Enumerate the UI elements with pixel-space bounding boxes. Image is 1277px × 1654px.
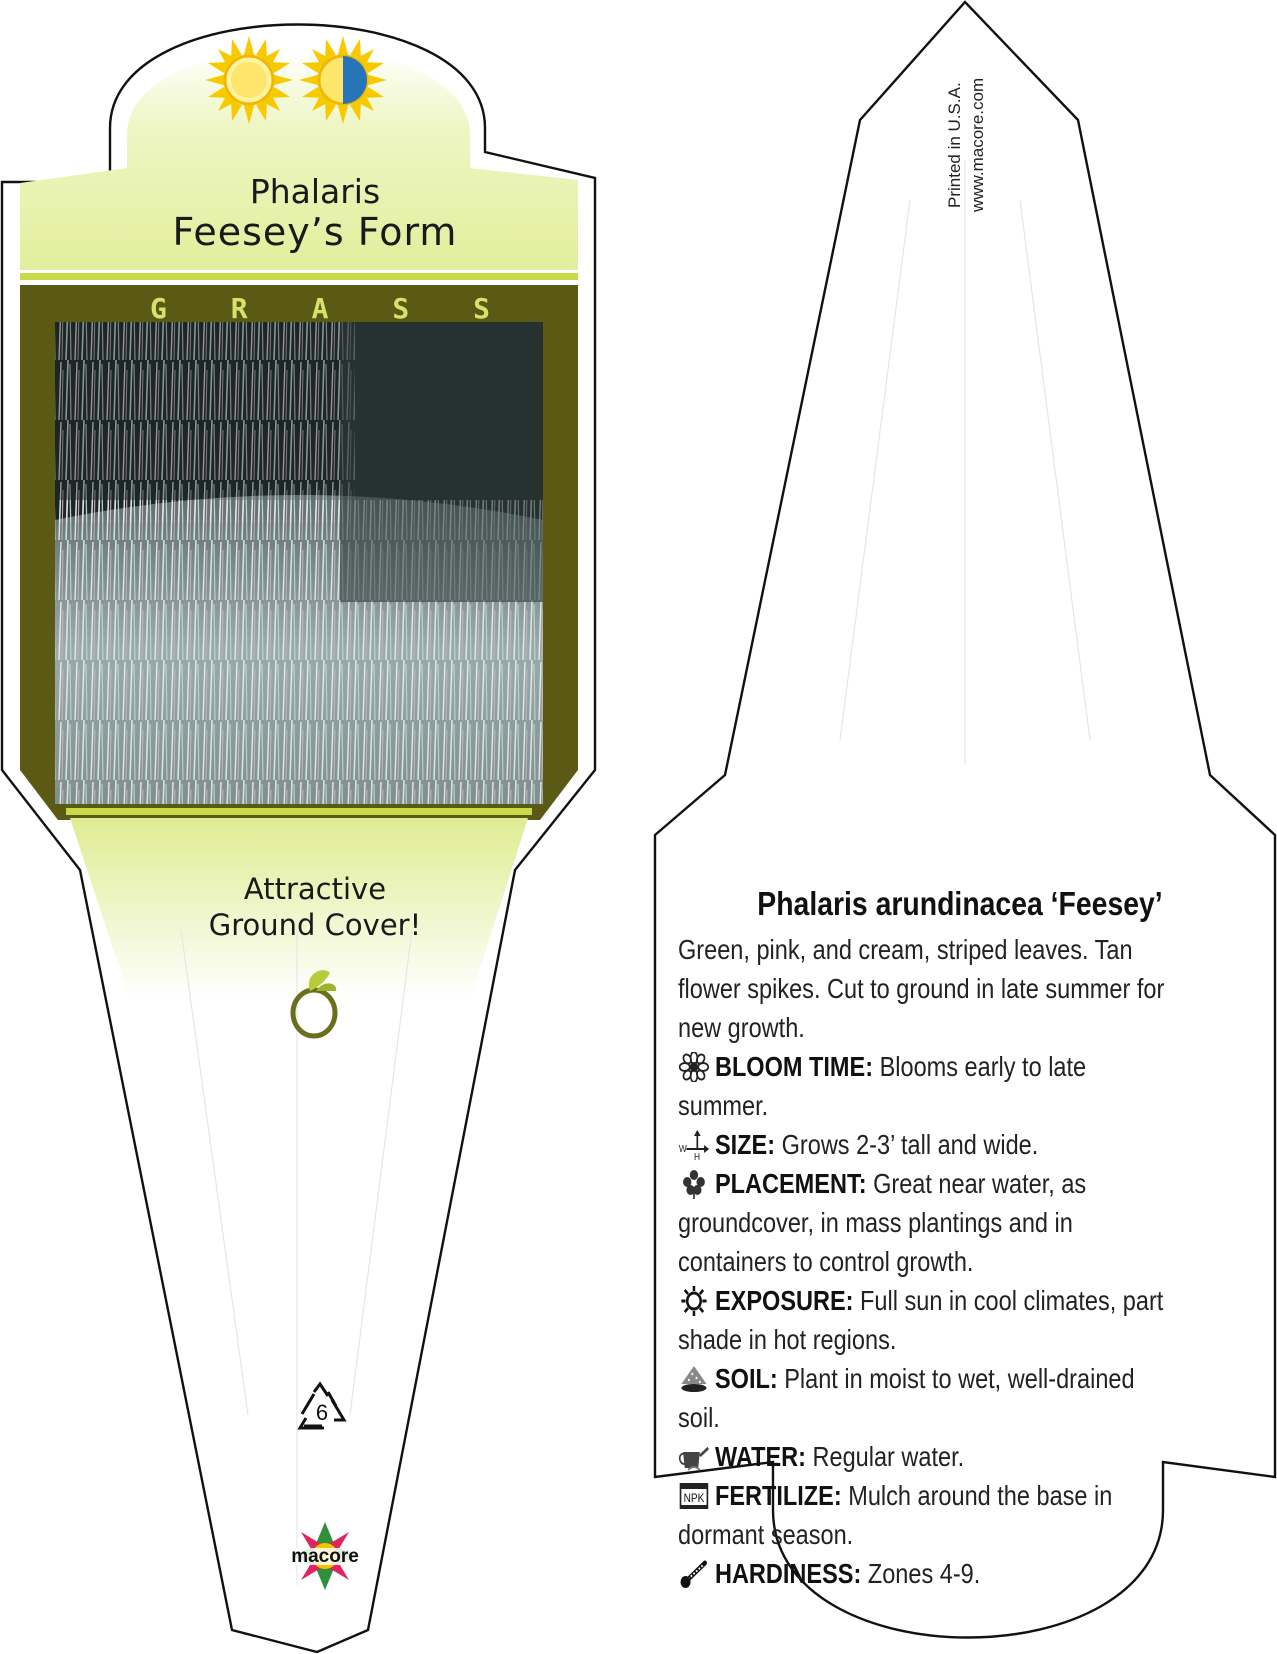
water-label: WATER:: [714, 1441, 806, 1472]
hardiness-row: [678, 1554, 1172, 1593]
exposure-row: [678, 1281, 1172, 1359]
care-info: [678, 930, 1172, 1593]
bloom-time-row: [678, 1047, 1172, 1125]
size-text: Grows 2-3’ tall and wide.: [781, 1129, 1039, 1160]
exposure-text: Full sun in cool climates, part shade in hot regions.: [678, 1285, 1164, 1355]
plant-category: [150, 292, 490, 325]
size-label: SIZE:: [714, 1129, 776, 1160]
tagline-line1: Attractive: [243, 872, 387, 906]
front-tag: [2, 25, 595, 1653]
placement-label: PLACEMENT:: [714, 1168, 867, 1199]
recycle-number: 6: [315, 1400, 329, 1425]
hardiness-label: HARDINESS:: [714, 1558, 862, 1589]
soil-row: [678, 1359, 1172, 1437]
soil-icon: [678, 1364, 710, 1394]
tagline-line2: Ground Cover!: [208, 908, 422, 942]
plant-photo: [55, 322, 543, 804]
exposure-label: EXPOSURE:: [714, 1285, 854, 1316]
description: Green, pink, and cream, striped leaves. Tan flower spikes. Cut to ground in late summer for new growth.: [678, 934, 1165, 1043]
size-icon-w: W: [678, 1143, 687, 1155]
header-rule: [20, 273, 578, 280]
size-icon: [678, 1130, 710, 1160]
category-letter: S: [392, 292, 410, 325]
plant-cultivar: Feesey’s Form: [172, 210, 458, 254]
sun-exposure-icon: [678, 1286, 710, 1316]
size-row: [678, 1125, 1172, 1164]
category-letter: S: [473, 292, 490, 325]
fertilize-text: Mulch around the base in dormant season.: [678, 1480, 1113, 1550]
npk-icon-text: NPK: [683, 1492, 705, 1506]
category-letter: A: [311, 292, 329, 325]
thermometer-icon: [678, 1559, 710, 1589]
placement-text: Great near water, as groundcover, in mass plantings and in containers to control growth.: [678, 1168, 1087, 1277]
website: www.macore.com: [968, 77, 987, 212]
bloom-label: BLOOM TIME:: [714, 1051, 874, 1082]
soil-label: SOIL:: [714, 1363, 778, 1394]
logo-text: macore: [291, 1546, 359, 1567]
size-icon-h: H: [693, 1151, 701, 1160]
fertilize-row: [678, 1476, 1172, 1554]
category-letter: R: [230, 292, 248, 325]
botanical-name: Phalaris arundinacea ‘Feesey’: [757, 885, 1163, 922]
flower-icon: [678, 1052, 710, 1082]
water-row: [678, 1437, 1172, 1476]
hardiness-text: Zones 4-9.: [867, 1558, 981, 1589]
fertilize-label: FERTILIZE:: [714, 1480, 842, 1511]
printed-in-usa: Printed in U.S.A.: [945, 82, 964, 208]
category-letter: G: [150, 292, 167, 325]
soil-text: Plant in moist to wet, well-drained soil.: [678, 1363, 1135, 1433]
full-sun-icon: [205, 36, 293, 124]
plant-genus: Phalaris: [249, 172, 381, 211]
part-shade-icon: [299, 36, 387, 124]
placement-row: [678, 1164, 1172, 1281]
water-text: Regular water.: [812, 1441, 965, 1472]
photo-bottom-rule: [66, 808, 532, 815]
watering-can-icon: [678, 1442, 710, 1472]
placement-icon: [678, 1169, 710, 1199]
bloom-text: Blooms early to late summer.: [678, 1051, 1087, 1121]
npk-icon: [678, 1481, 710, 1511]
